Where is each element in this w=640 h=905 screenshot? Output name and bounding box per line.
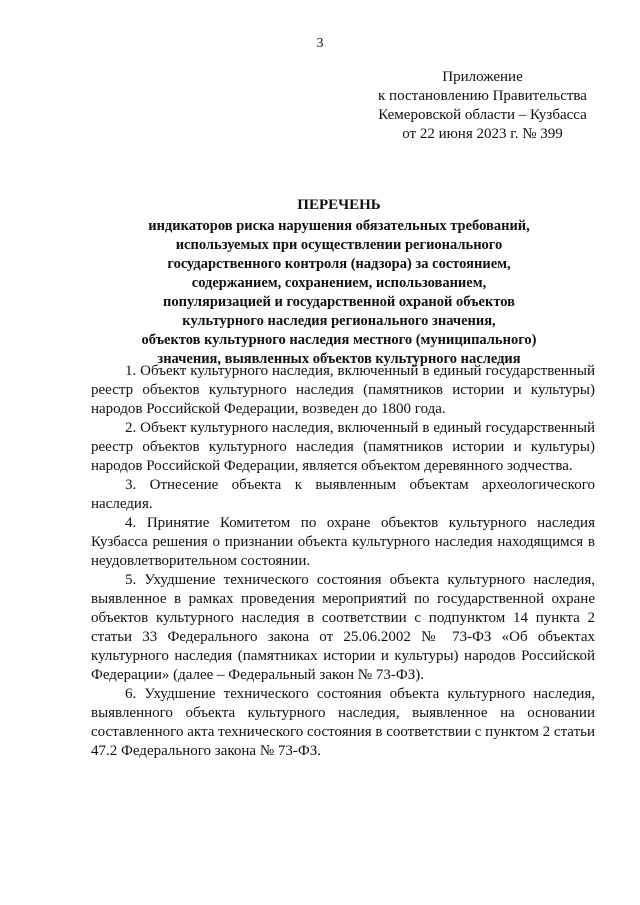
title-line: значения, выявленных объектов культурного наследия — [157, 351, 521, 367]
list-item: 5. Ухудшение технического состояния объекта культурного наследия, выявленное в рамках проведения мероприятий по государственной охране объектов культурного наследия в соответствии с подпунктом 14 пункта 2 статьи 33 Федерального закона от 25.06.2002 № 73-ФЗ «Об объектах культурного наследия (памятниках истории и культуры) народов Российской Федерации» (далее – Федеральный закон № 73-ФЗ). — [91, 572, 595, 683]
document-title — [100, 196, 578, 369]
title-line: культурного наследия регионального значения, — [182, 313, 496, 329]
appendix-line: Приложение — [442, 69, 523, 85]
title-subtitle — [100, 217, 578, 369]
title-line: государственного контроля (надзора) за состоянием, — [167, 256, 511, 272]
title-line: используемых при осуществлении регионального — [175, 237, 503, 253]
title-line: содержанием, сохранением, использованием, — [191, 275, 487, 291]
list-item: 1. Объект культурного наследия, включенный в единый государственный реестр объектов культурного наследия (памятников истории и культуры) народов Российской Федерации, возведен до 1800 года. — [91, 363, 595, 417]
list-item: 4. Принятие Комитетом по охране объектов культурного наследия Кузбасса решения о признании объекта культурного наследия находящимся в неудовлетворительном состоянии. — [91, 515, 595, 569]
appendix-block — [375, 68, 590, 144]
title-line: объектов культурного наследия местного (муниципального) — [141, 332, 537, 348]
list-item: 6. Ухудшение технического состояния объекта культурного наследия, выявленного объекта культурного наследия, выявленное на основании составленного акта технического состояния в соответствии с пунктом 2 статьи 47.2 Федерального закона № 73-ФЗ. — [91, 686, 595, 759]
indicator-list — [91, 362, 595, 761]
list-item: 2. Объект культурного наследия, включенный в единый государственный реестр объектов культурного наследия (памятников истории и культуры) народов Российской Федерации, является объектом деревянного зодчества. — [91, 420, 595, 474]
page-number: 3 — [316, 36, 324, 51]
list-item: 3. Отнесение объекта к выявленным объектам археологического наследия. — [91, 477, 595, 512]
appendix-line: от 22 июня 2023 г. № 399 — [402, 126, 563, 142]
title-line: индикаторов риска нарушения обязательных требований, — [148, 218, 530, 234]
title-line: популяризацией и государственной охраной объектов — [163, 294, 515, 310]
appendix-line: к постановлению Правительства — [378, 88, 587, 104]
title-heading: ПЕРЕЧЕНЬ — [297, 197, 381, 213]
appendix-line: Кемеровской области – Кузбасса — [378, 107, 587, 123]
